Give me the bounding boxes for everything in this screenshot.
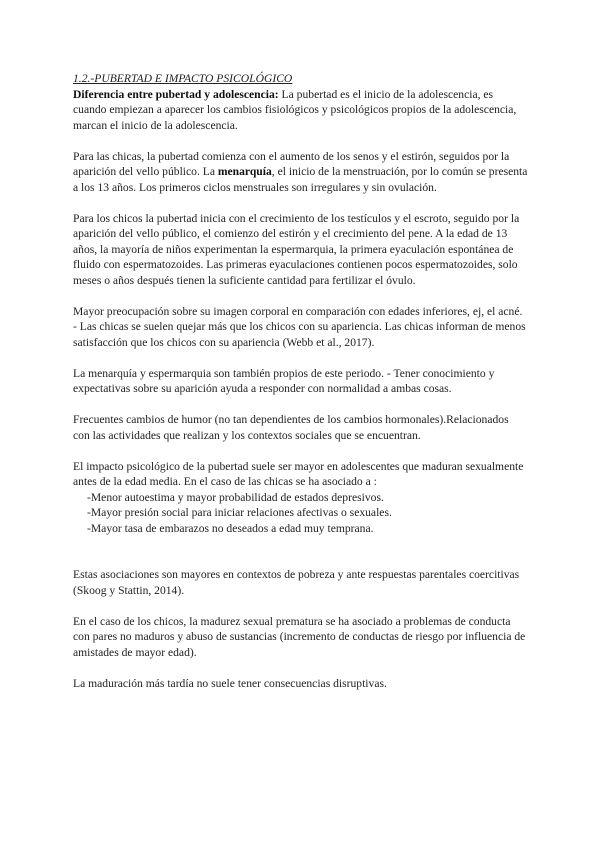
paragraph-mood-changes: Frecuentes cambios de humor (no tan dependientes de los cambios hormonales).Relacionados con las actividades que realizan y los contextos sociales que se encuentran. [73,413,509,442]
list-item: -Mayor presión social para iniciar relaciones afectivas o sexuales. [87,506,392,519]
girls-text-before: Para las chicas, la pubertad comienza con el aumento de los senos y el estirón, seguidos por la aparición del vello público. La [73,149,510,178]
paragraph-puberty-definition [73,87,528,134]
girls-effects-list [73,490,528,537]
definition-text: La pubertad es el inicio de la adolescencia, es cuando empiezan a aparecer los cambios fisiológicos y psicológicos propios de la adolescencia, marcan el inicio de la adolescencia. [73,87,517,132]
blank-line [73,552,528,568]
paragraph-late-maturation: La maduración más tardía no suele tener consecuencias disruptivas. [73,676,387,690]
paragraph-boys-effects: En el caso de los chicos, la madurez sexual prematura se ha asociado a problemas de conducta con pares no maduros y abuso de sustancias (incremento de conductas de riesgo por influencia de amistades de mayor edad). [73,614,526,659]
list-item: -Mayor tasa de embarazos no deseados a edad muy temprana. [87,521,374,535]
bold-term-definition: Diferencia entre pubertad y adolescencia: [73,87,279,101]
paragraph-menarquia-espermarquia: La menarquía y espermarquia son también propios de este periodo. - Tener conocimiento y expectativas sobre su aparición ayuda a responder con normalidad a ambas cosas. [73,366,495,395]
section-heading: 1.2.-PUBERTAD E IMPACTO PSICOLÓGICO [73,72,293,85]
list-item: -Menor autoestima y mayor probabilidad de estados depresivos. [87,490,384,504]
paragraph-poverty-context: Estas asociaciones son mayores en contextos de pobreza y ante respuestas parentales coercitivas (Skoog y Stattin, 2014). [73,568,520,597]
paragraph-body-image: Mayor preocupación sobre su imagen corporal en comparación con edades inferiores, ej, el acné. - Las chicas se suelen quejar más que los chicos con su apariencia. Las chicas informan de menos satisfacción que los chicos con su apariencia (Webb et al., 2017). [73,304,526,349]
girls-text-after: , el inicio de la menstruación, por lo común se presenta a los 13 años. Los primeros ciclos menstruales son irregulares y sin ovulación. [73,165,528,194]
paragraph-boys: Para los chicos la pubertad inicia con el crecimiento de los testículos y el escroto, seguido por la aparición del vello público, el comienzo del estirón y el crecimiento del pene. A la edad de 13 años, la mayoría de niños experimentan la espermarquia, la primera eyaculación espontánea de fluido con espermatozoides. Las primeras eyaculaciones contienen pocos espermatozoides, solo meses o años después tienen la suficiente cantidad para fertilizar el óvulo. [73,211,520,287]
paragraph-psychological-impact: El impacto psicológico de la pubertad suele ser mayor en adolescentes que maduran sexualmente antes de la edad media. En el caso de las chicas se ha asociado a : [73,459,524,488]
bold-term-menarquia: menarquía [217,165,272,178]
document-body [73,71,528,707]
paragraph-girls [73,149,528,196]
